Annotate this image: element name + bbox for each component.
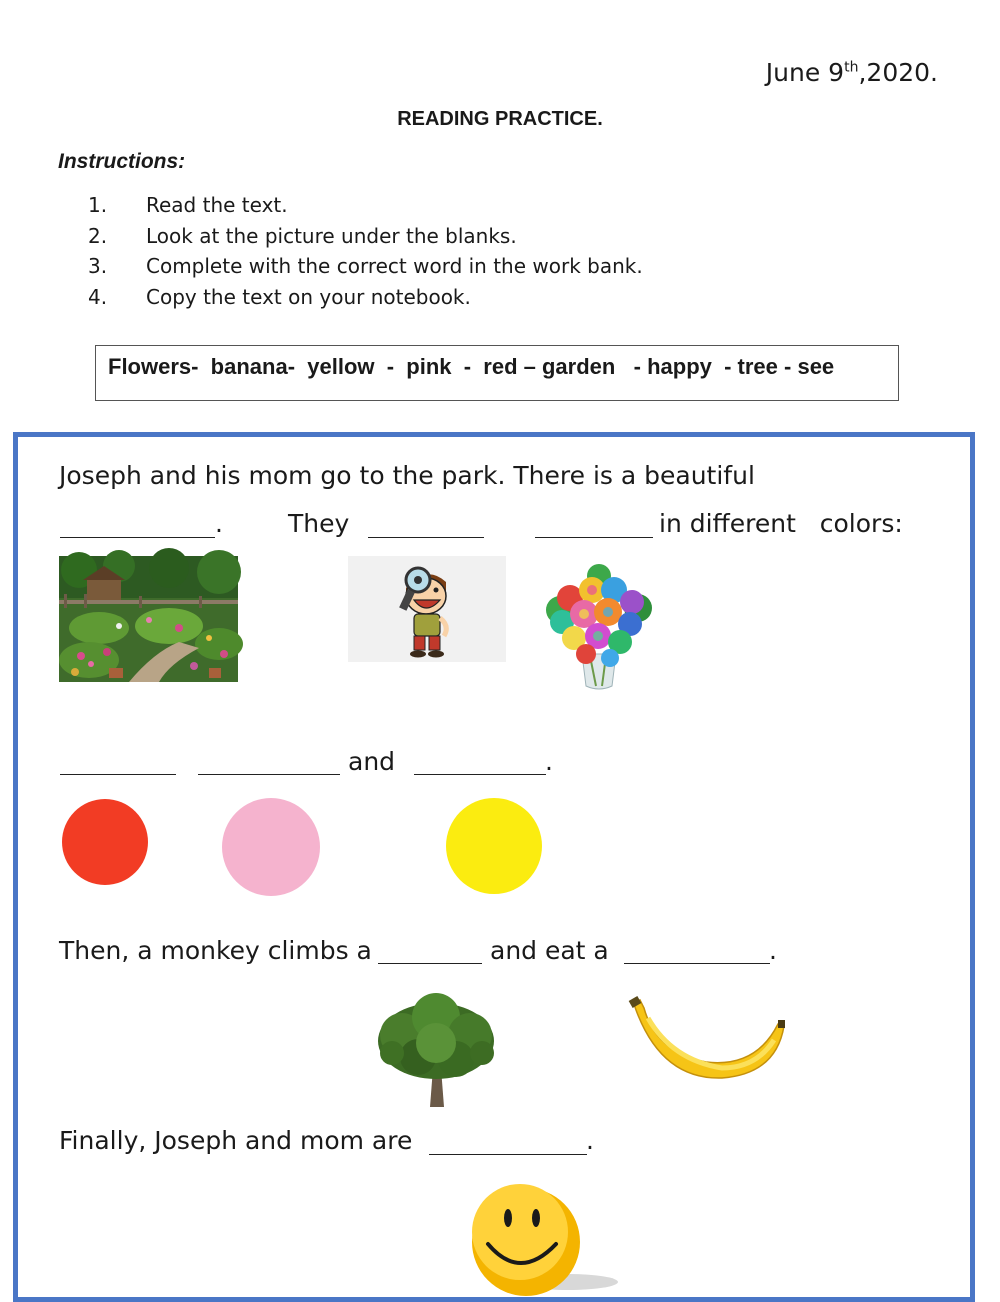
- list-item: 2. Look at the picture under the blanks.: [88, 223, 517, 248]
- story-line-4-mid: and eat a: [490, 936, 609, 965]
- red-circle-shape: [62, 799, 148, 885]
- blank-garden[interactable]: [60, 537, 215, 538]
- story-dot: .: [545, 747, 553, 776]
- story-and: and: [348, 747, 396, 776]
- blank-happy[interactable]: [429, 1154, 587, 1155]
- garden-image: [59, 556, 238, 682]
- list-item: 3. Complete with the correct word in the work bank.: [88, 254, 643, 278]
- blank-tree[interactable]: [378, 963, 482, 964]
- date: June 9th,2020.: [765, 58, 938, 87]
- story-colors-text: in different colors:: [659, 509, 903, 538]
- story-line-4-start: Then, a monkey climbs a: [59, 936, 372, 965]
- word-bank: [95, 345, 899, 401]
- banana-image: [626, 996, 788, 1080]
- instructions-list: [88, 193, 643, 315]
- smiley-face-icon: [470, 1186, 620, 1291]
- list-item: 1. Read the text.: [88, 193, 288, 217]
- story-line-5-start: Finally, Joseph and mom are: [59, 1126, 413, 1155]
- blank-red[interactable]: [60, 774, 176, 775]
- list-item: 4. Copy the text on your notebook.: [88, 284, 471, 309]
- blank-see[interactable]: [368, 537, 484, 538]
- story-line-1: Joseph and his mom go to the park. There is a beautiful: [59, 461, 755, 490]
- blank-flowers[interactable]: [535, 537, 653, 538]
- tree-image: [372, 995, 500, 1113]
- pink-circle: [221, 797, 321, 899]
- flowers-image: [540, 562, 658, 692]
- blank-pink[interactable]: [198, 774, 340, 775]
- blank-banana[interactable]: [624, 963, 770, 964]
- page-title: READING PRACTICE.: [397, 108, 603, 130]
- yellow-circle: [445, 798, 545, 898]
- red-circle: [62, 799, 150, 887]
- instructions-heading: Instructions:: [58, 150, 186, 173]
- yellow-circle-shape: [446, 798, 542, 894]
- boy-magnifier-image: [348, 556, 506, 662]
- story-dot: .: [215, 509, 223, 538]
- pink-circle-shape: [222, 798, 320, 896]
- story-they: They: [288, 509, 350, 538]
- word-bank-text: Flowers- banana- yellow - pink - red – garden - happy - tree - see: [108, 354, 835, 379]
- blank-yellow[interactable]: [414, 774, 546, 775]
- story-dot: .: [586, 1126, 594, 1155]
- story-dot: .: [769, 936, 777, 965]
